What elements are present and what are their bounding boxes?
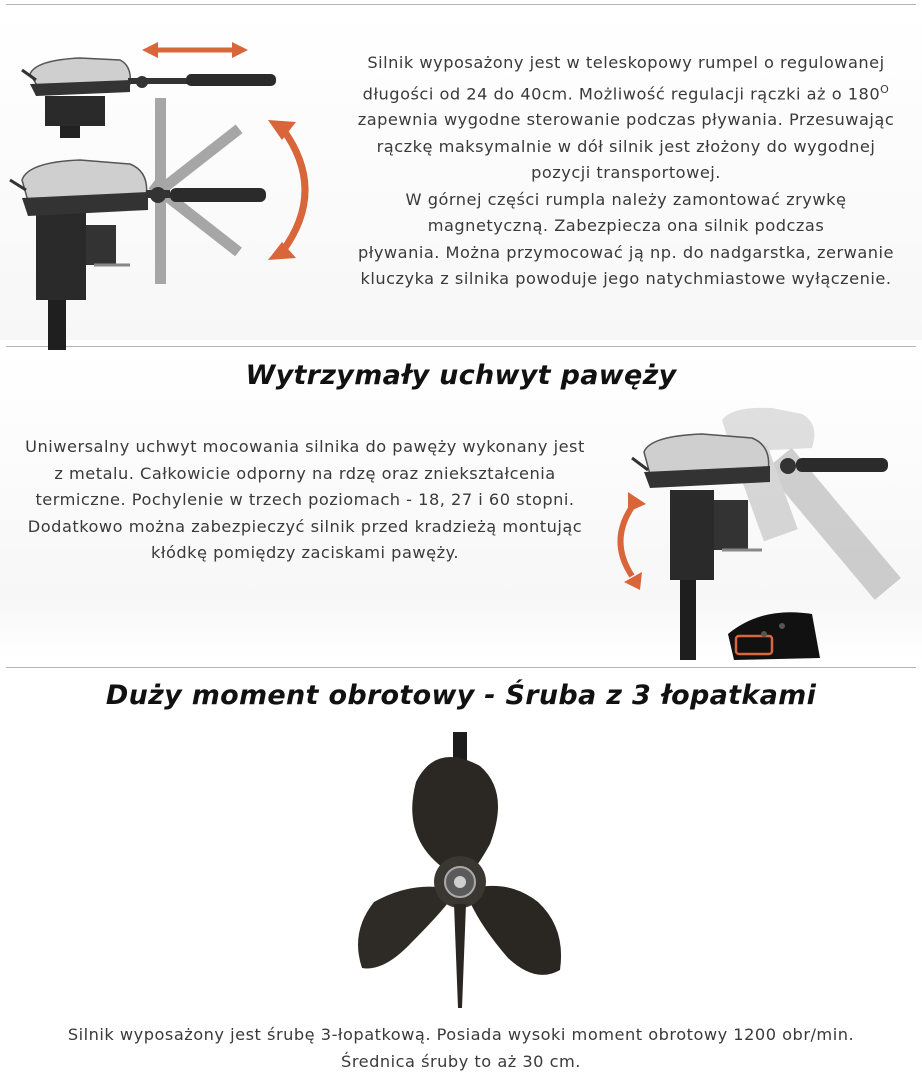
- tiller-line-8: pływania. Można przymocować ją np. do nadgarstka, zerwanie: [357, 242, 895, 262]
- tiller-section: [0, 10, 922, 340]
- tiller-line-9: kluczyka z silnika powoduje jego natychmiastowe wyłączenie.: [360, 269, 892, 289]
- transom-line-1: Uniwersalny uchwyt mocowania silnika do pawęży wykonany jest: [25, 437, 585, 456]
- tiller-line-1: Silnik wyposażony jest w teleskopowy rumpel o regulowanej: [367, 53, 885, 72]
- propeller-description: [0, 1022, 922, 1075]
- tiller-line-7: magnetyczną. Zabezpiecza ona silnik podczas: [427, 216, 825, 236]
- transom-section: [0, 350, 922, 660]
- propeller-line-2: Średnica śruby to aż 30 cm.: [341, 1051, 581, 1071]
- transom-illustration: [612, 400, 912, 670]
- transom-description: [0, 434, 610, 567]
- propeller-section: [0, 672, 922, 1080]
- transom-heading: Wytrzymały uchwyt pawęży: [245, 360, 677, 391]
- propeller-line-1: Silnik wyposażony jest śrubę 3-łopatkową. Posiada wysoki moment obrotowy 1200 obr/min.: [67, 1025, 855, 1044]
- bracket-detail-image: [728, 612, 820, 660]
- propeller-blade-left: [358, 887, 452, 969]
- tiller-line-2: długości od 24 do 40cm. Możliwość regulacji rączki aż o $180^O$: [362, 82, 890, 103]
- tiller-illustration: [0, 40, 330, 360]
- degree-mark: O: [880, 82, 890, 96]
- large-motor-image: [10, 160, 266, 360]
- propeller-blade-right: [470, 886, 561, 975]
- tilted-motor-ghost: [722, 408, 901, 600]
- transom-line-5: kłódkę pomiędzy zaciskami pawęży.: [150, 543, 459, 562]
- propeller-heading: Duży moment obrotowy - Śruba z 3 łopatkami: [105, 680, 817, 711]
- tiller-description: [330, 50, 922, 293]
- tiller-line-3: zapewnia wygodne sterowanie podczas pływania. Przesuwając: [357, 110, 895, 130]
- tilt-arrow-icon: [620, 492, 646, 590]
- transom-line-4: Dodatkowo można zabezpieczyć silnik przed kradzieżą montując: [27, 516, 583, 536]
- top-divider: [6, 4, 916, 5]
- propeller-cone: [454, 904, 466, 1008]
- small-motor-image: [22, 58, 276, 138]
- propeller-image: [340, 732, 580, 1032]
- transom-line-3: termiczne. Pochylenie w trzech poziomach - 18, 27 i 60 stopni.: [35, 490, 575, 509]
- tiller-line-4: rączkę maksymalnie w dół silnik jest złożony do wygodnej: [376, 136, 876, 156]
- transom-line-2: z metalu. Całkowicie odporny na rdzę oraz zniekształcenia: [54, 463, 556, 483]
- tiller-line-5: pozycji transportowej.: [531, 163, 721, 183]
- horizontal-adjust-arrow-icon: [142, 42, 248, 58]
- tiller-line-6: W górnej części rumpla należy zamontować zrywkę: [405, 189, 847, 209]
- rotate-arrow-icon: [268, 120, 305, 260]
